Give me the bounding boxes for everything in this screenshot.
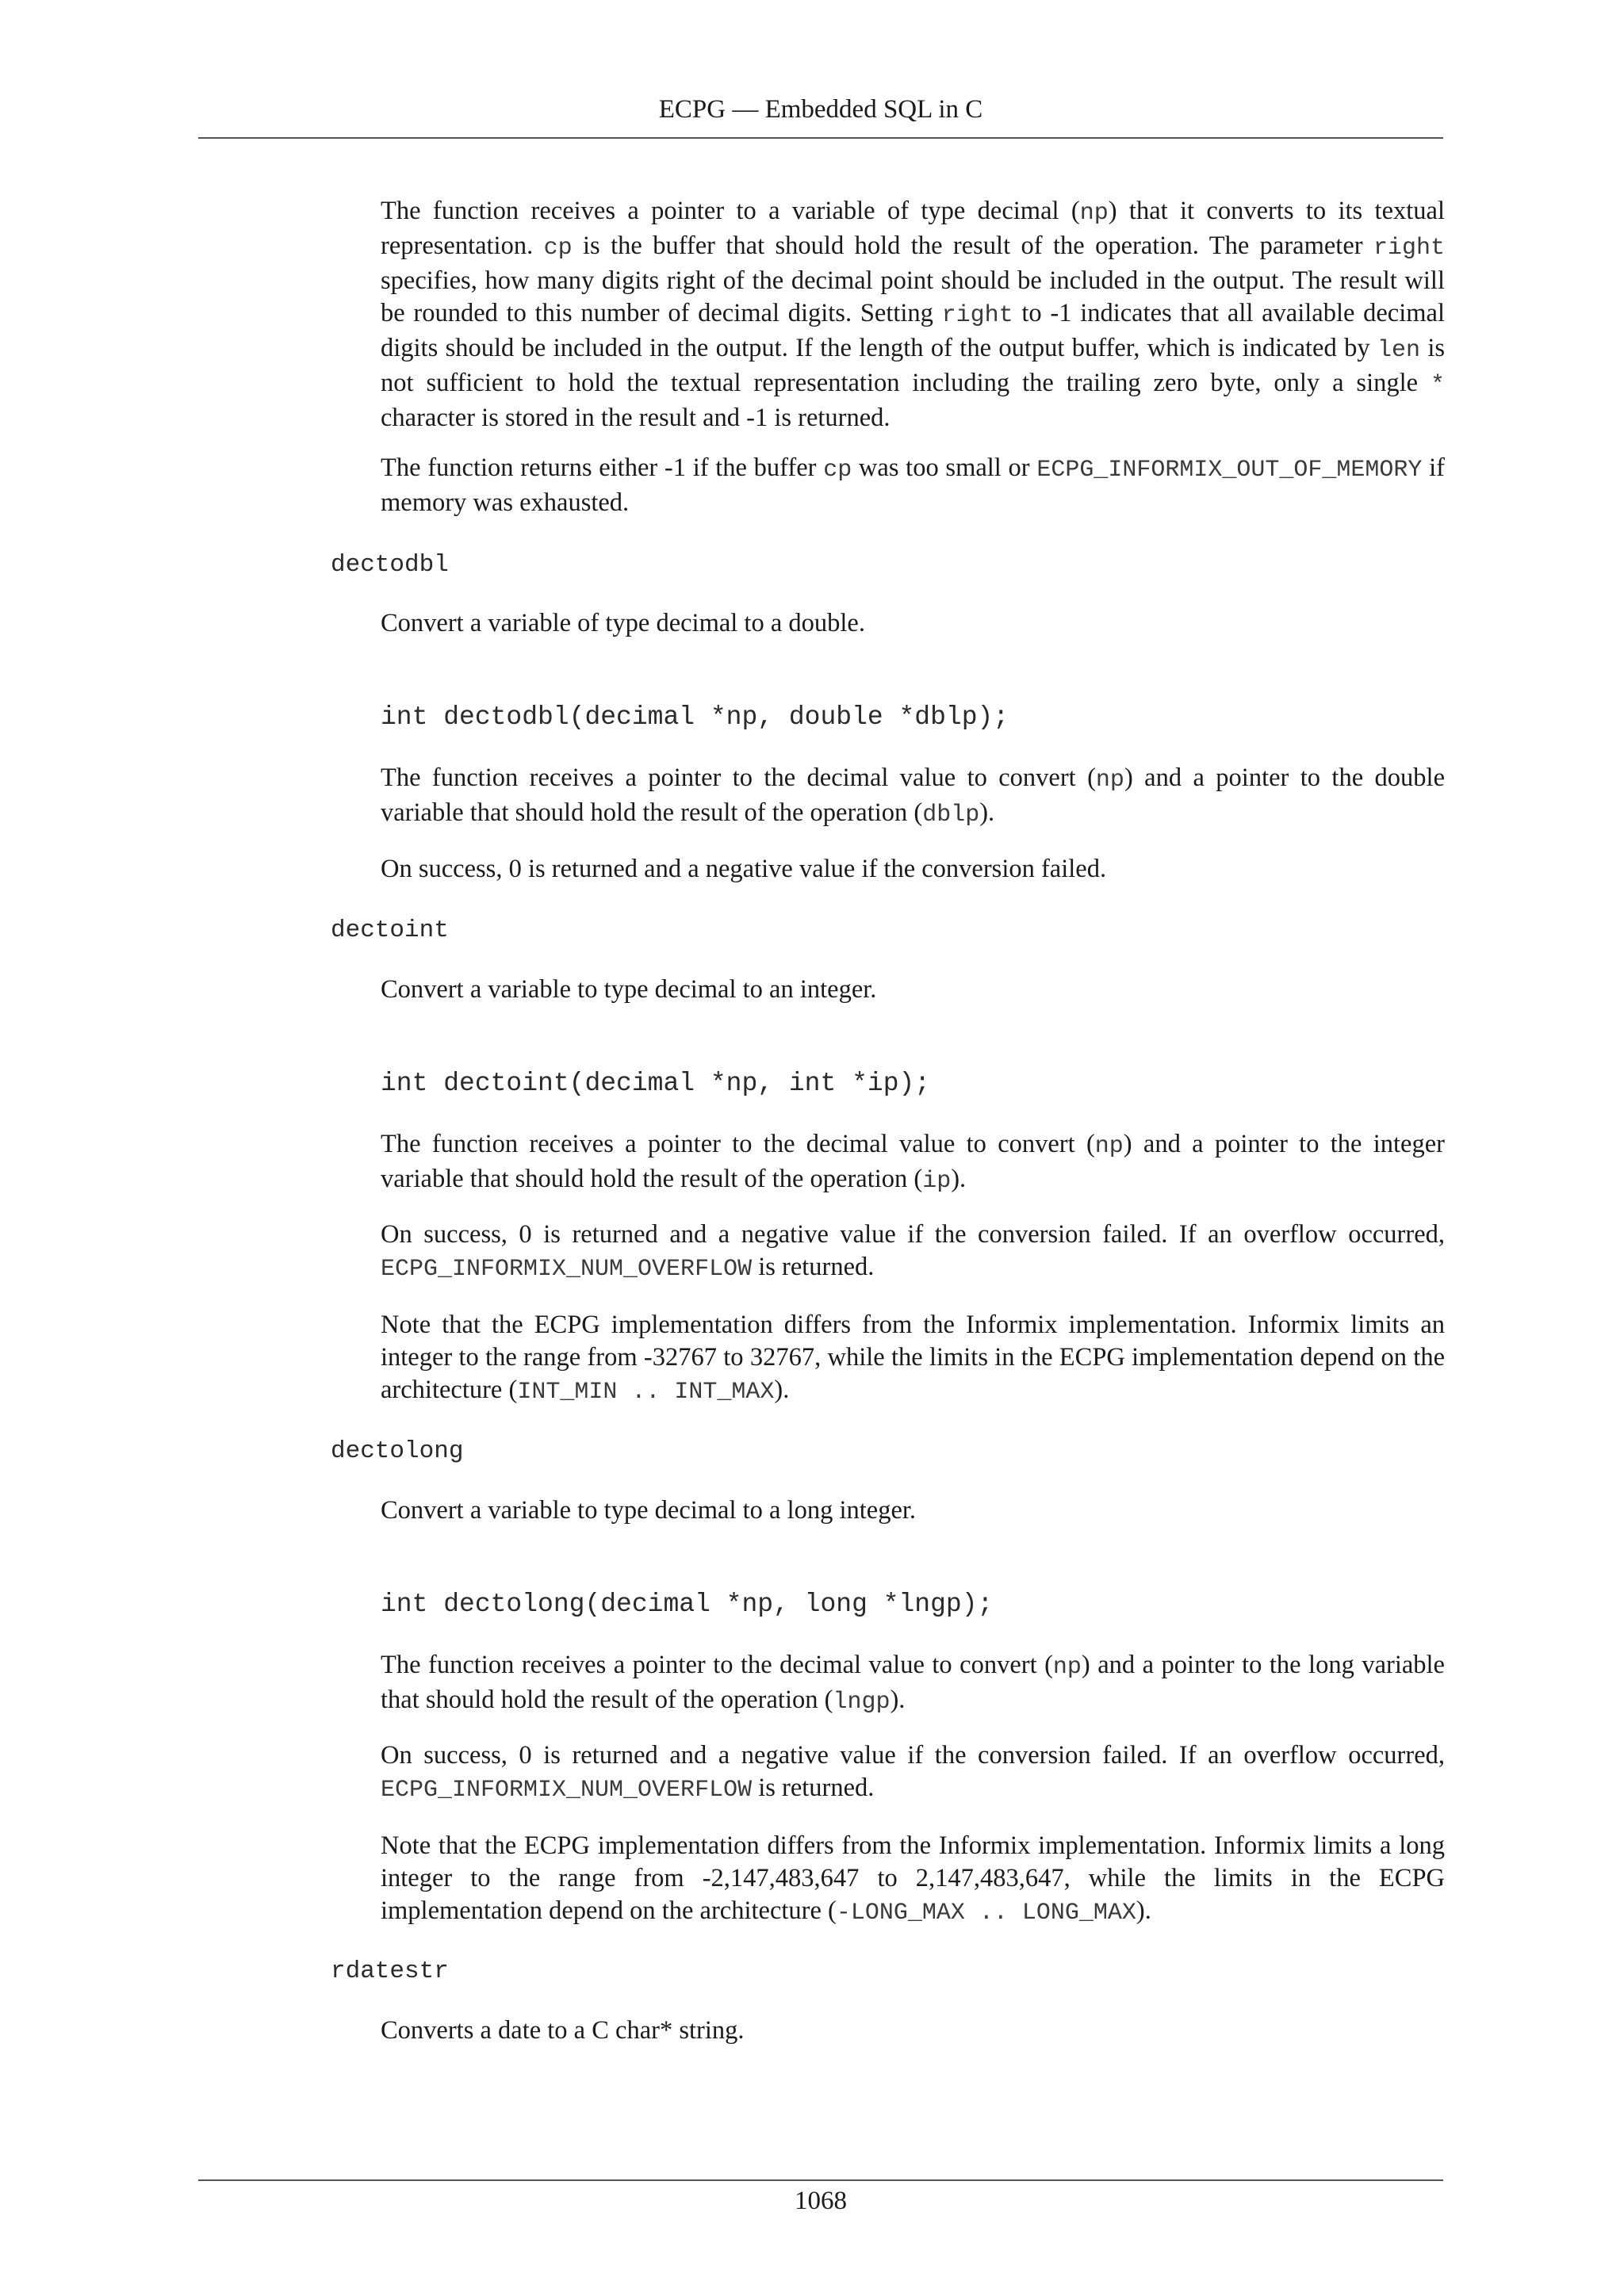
- text-run: Note that the ECPG implementation differs from the Informix implementation. Informix limits a long integer to the range from -2,147,483,647 to 2,147,483,647, while the limits in the ECPG implementation depend on the architecture (: [381, 1831, 1445, 1925]
- dectoint-description: Convert a variable to type decimal to an integer.: [381, 975, 877, 1004]
- code-inline: ip: [922, 1168, 952, 1195]
- text-run: The function receives a pointer to a variable of type decimal (: [381, 197, 1080, 225]
- text-run: ) and a pointer to the integer variable that should hold the result of the operation (: [381, 1130, 1445, 1193]
- dectolong-paragraph-3: [381, 1830, 1445, 1930]
- text-run: character is stored in the result and -1 is returned.: [381, 404, 891, 432]
- dectoint-paragraph-3: [381, 1309, 1445, 1409]
- dectolong-paragraph-1: [381, 1649, 1445, 1719]
- text-run: The function receives a pointer to the decimal value to convert (: [381, 1651, 1053, 1679]
- text-run: specifies, how many digits right of the decimal point should be included in the output. The result will be rounded to this number of decimal digits. Setting: [381, 266, 1445, 327]
- text-run: is returned.: [752, 1253, 875, 1281]
- text-run: ) that it converts to its textual representation.: [381, 197, 1445, 260]
- code-inline: cp: [823, 457, 852, 484]
- code-inline: right: [1373, 235, 1445, 262]
- code-inline: dblp: [922, 802, 980, 828]
- dectodbl-paragraph-1: [381, 762, 1445, 832]
- code-inline: lngp: [833, 1689, 891, 1716]
- code-inline: ECPG_INFORMIX_OUT_OF_MEMORY: [1036, 457, 1423, 484]
- code-inline: np: [1095, 767, 1124, 794]
- text-run: is returned.: [752, 1774, 875, 1802]
- text-run: ).: [774, 1376, 790, 1404]
- text-run: On success, 0 is returned and a negative value if the conversion failed. If an overflow occurred,: [381, 1220, 1445, 1249]
- text-run: The function receives a pointer to the decimal value to convert (: [381, 763, 1096, 792]
- text-run: ).: [979, 798, 995, 827]
- running-header: ECPG — Embedded SQL in C: [658, 95, 983, 124]
- dectodbl-paragraph-2: On success, 0 is returned and a negative value if the conversion failed.: [381, 855, 1107, 883]
- text-run: was too small or: [852, 453, 1037, 482]
- text-run: to -1 indicates that all available decimal digits should be included in the output. If the length of the output buffer, which is indicated by: [381, 299, 1445, 362]
- intro-paragraph-1: [381, 195, 1445, 434]
- code-inline: right: [941, 302, 1013, 329]
- text-run: is the buffer that should hold the result of the operation. The parameter: [572, 232, 1373, 260]
- text-run: On success, 0 is returned and a negative value if the conversion failed. If an overflow occurred,: [381, 1741, 1445, 1770]
- code-inline: ECPG_INFORMIX_NUM_OVERFLOW: [381, 1777, 753, 1804]
- dectodbl-description: Convert a variable of type decimal to a double.: [381, 609, 865, 637]
- term-dectoint: dectoint: [331, 916, 449, 944]
- text-run: ) and a pointer to the long variable that should hold the result of the operation (: [381, 1651, 1445, 1714]
- text-run: ).: [1136, 1896, 1151, 1925]
- text-run: is not sufficient to hold the textual representation including the trailing zero byte, only a single: [381, 334, 1445, 397]
- text-run: ).: [951, 1165, 967, 1193]
- term-dectodbl: dectodbl: [331, 551, 449, 579]
- dectolong-paragraph-2: [381, 1739, 1445, 1807]
- code-inline: np: [1052, 1654, 1082, 1681]
- footer-rule: [198, 2179, 1443, 2181]
- code-inline: INT_MIN .. INT_MAX: [517, 1379, 775, 1406]
- text-run: ) and a pointer to the double variable that should hold the result of the operation (: [381, 763, 1445, 827]
- term-rdatestr: rdatestr: [331, 1957, 449, 1985]
- code-inline: len: [1377, 337, 1420, 364]
- dectolong-description: Convert a variable to type decimal to a long integer.: [381, 1496, 917, 1525]
- text-run: The function returns either -1 if the buffer: [381, 453, 824, 482]
- dectodbl-signature: int dectodbl(decimal *np, double *dblp);: [381, 702, 1009, 732]
- code-inline: np: [1079, 200, 1109, 227]
- dectoint-paragraph-1: [381, 1128, 1445, 1198]
- text-run: if memory was exhausted.: [381, 453, 1446, 517]
- dectolong-signature: int dectolong(decimal *np, long *lngp);: [381, 1590, 994, 1619]
- text-run: ).: [890, 1686, 906, 1714]
- code-inline: ECPG_INFORMIX_NUM_OVERFLOW: [381, 1256, 753, 1283]
- rdatestr-description: Converts a date to a C char* string.: [381, 2016, 745, 2045]
- intro-paragraph-2: [381, 452, 1445, 519]
- code-inline: cp: [543, 235, 573, 262]
- dectoint-signature: int dectoint(decimal *np, int *ip);: [381, 1069, 931, 1098]
- text-run: Note that the ECPG implementation differs from the Informix implementation. Informix limits an integer to the range from -32767 to 32767, while the limits in the ECPG implementation depend on the architecture (: [381, 1311, 1445, 1404]
- dectoint-paragraph-2: [381, 1219, 1445, 1286]
- text-run: The function receives a pointer to the decimal value to convert (: [381, 1130, 1095, 1158]
- code-inline: *: [1430, 372, 1445, 399]
- page-number: 1068: [795, 2187, 847, 2215]
- term-dectolong: dectolong: [331, 1437, 464, 1465]
- code-inline: np: [1094, 1133, 1124, 1160]
- code-inline: -LONG_MAX .. LONG_MAX: [836, 1900, 1136, 1927]
